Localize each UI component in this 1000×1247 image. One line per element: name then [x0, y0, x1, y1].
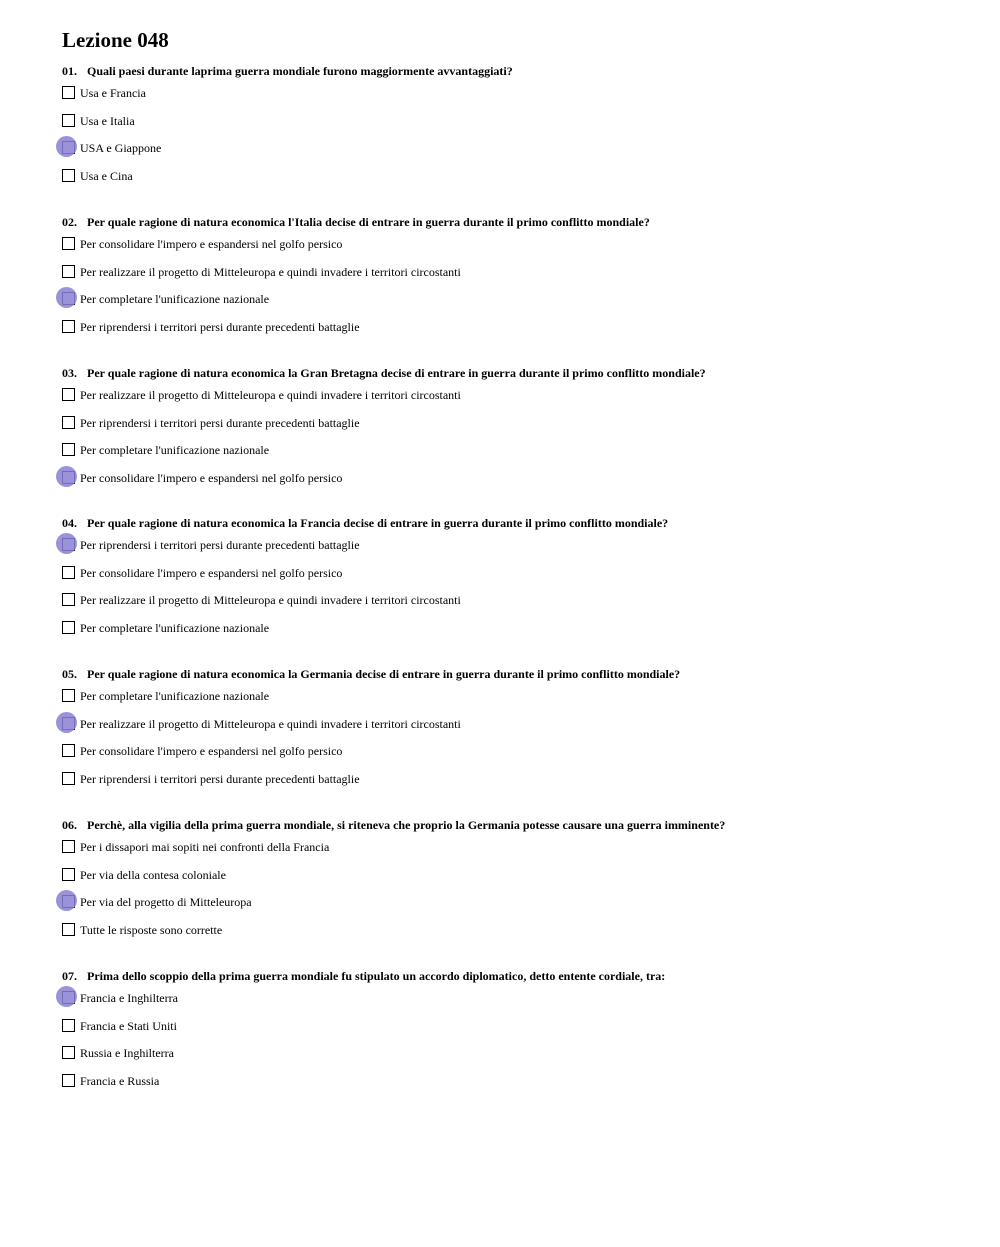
answer-label: Usa e Cina: [80, 169, 133, 184]
question-number: 06.: [62, 818, 77, 832]
question-label: Per quale ragione di natura economica la Gran Bretagna decise di entrare in guerra durante il primo conflitto mondiale?: [87, 366, 706, 380]
answer-option[interactable]: [62, 593, 962, 621]
answer-checkbox[interactable]: [62, 141, 75, 154]
answer-label: Per riprendersi i territori persi durante precedenti battaglie: [80, 320, 360, 335]
answer-option[interactable]: [62, 320, 962, 348]
answer-checkbox[interactable]: [62, 1019, 75, 1032]
question-text: [62, 215, 962, 237]
answer-option[interactable]: [62, 566, 962, 594]
answer-checkbox[interactable]: [62, 744, 75, 757]
answer-label: Tutte le risposte sono corrette: [80, 923, 223, 938]
answer-label: Per completare l'unificazione nazionale: [80, 621, 270, 636]
answer-label: Francia e Inghilterra: [80, 991, 178, 1005]
answer-label: Per riprendersi i territori persi durante precedenti battaglie: [80, 415, 360, 430]
answer-checkbox[interactable]: [62, 717, 75, 730]
question-text: [62, 366, 962, 388]
answer-checkbox[interactable]: [62, 169, 75, 182]
question-3: [62, 366, 962, 499]
question-text: [62, 667, 962, 689]
question-6: [62, 818, 962, 951]
answer-label: Usa e Francia: [80, 86, 146, 100]
answer-checkbox[interactable]: [62, 443, 75, 456]
question-5: [62, 667, 962, 800]
answer-label: Per consolidare l'impero e espandersi nel golfo persico: [80, 237, 343, 251]
answer-checkbox[interactable]: [62, 593, 75, 606]
answer-checkbox[interactable]: [62, 868, 75, 881]
answer-label: Per realizzare il progetto di Mitteleuropa e quindi invadere i territori circostanti: [80, 716, 461, 731]
answer-checkbox[interactable]: [62, 86, 75, 99]
answer-option[interactable]: [62, 86, 962, 114]
answer-checkbox[interactable]: [62, 1046, 75, 1059]
answer-option[interactable]: [62, 169, 962, 197]
question-number: 02.: [62, 215, 77, 229]
answer-option[interactable]: [62, 292, 962, 320]
answer-label: Per riprendersi i territori persi durante precedenti battaglie: [80, 538, 360, 552]
answer-option[interactable]: [62, 895, 962, 923]
answer-label: Per realizzare il progetto di Mitteleuropa e quindi invadere i territori circostanti: [80, 264, 461, 279]
question-4: [62, 516, 962, 649]
answer-checkbox[interactable]: [62, 388, 75, 401]
answer-option[interactable]: [62, 114, 962, 142]
answer-label: Per consolidare l'impero e espandersi nel golfo persico: [80, 565, 343, 580]
question-text: [62, 516, 962, 538]
answer-label: Francia e Stati Uniti: [80, 1018, 177, 1033]
answer-label: Per via del progetto di Mitteleuropa: [80, 895, 252, 910]
answer-label: Per completare l'unificazione nazionale: [80, 292, 270, 307]
question-label: Perchè, alla vigilia della prima guerra mondiale, si riteneva che proprio la Germania potesse causare una guerra imminente?: [87, 818, 726, 832]
answer-checkbox[interactable]: [62, 320, 75, 333]
answer-label: USA e Giappone: [80, 141, 162, 156]
answer-option[interactable]: [62, 538, 962, 566]
answer-option[interactable]: [62, 443, 962, 471]
answer-label: Per realizzare il progetto di Mitteleuropa e quindi invadere i territori circostanti: [80, 388, 461, 402]
answer-option[interactable]: [62, 416, 962, 444]
answer-checkbox[interactable]: [62, 237, 75, 250]
question-text: [62, 969, 962, 991]
question-number: 01.: [62, 64, 77, 78]
answer-checkbox[interactable]: [62, 621, 75, 634]
answer-checkbox[interactable]: [62, 416, 75, 429]
answer-option[interactable]: [62, 772, 962, 800]
answer-option[interactable]: [62, 868, 962, 896]
answer-option[interactable]: [62, 1046, 962, 1074]
answer-checkbox[interactable]: [62, 566, 75, 579]
answer-checkbox[interactable]: [62, 114, 75, 127]
answer-label: Per consolidare l'impero e espandersi nel golfo persico: [80, 471, 343, 486]
question-label: Prima dello scoppio della prima guerra mondiale fu stipulato un accordo diplomatico, detto entente cordiale, tra:: [87, 969, 666, 983]
answer-option[interactable]: [62, 1019, 962, 1047]
answer-option[interactable]: [62, 471, 962, 499]
question-label: Per quale ragione di natura economica la Francia decise di entrare in guerra durante il primo conflitto mondiale?: [87, 516, 669, 530]
answer-checkbox[interactable]: [62, 772, 75, 785]
answer-option[interactable]: [62, 388, 962, 416]
answer-option[interactable]: [62, 621, 962, 649]
answer-label: Per via della contesa coloniale: [80, 867, 226, 882]
answer-option[interactable]: [62, 744, 962, 772]
answer-option[interactable]: [62, 141, 962, 169]
question-text: [62, 818, 962, 840]
answer-checkbox[interactable]: [62, 689, 75, 702]
answer-checkbox[interactable]: [62, 265, 75, 278]
answer-checkbox[interactable]: [62, 840, 75, 853]
answer-label: Francia e Russia: [80, 1074, 160, 1089]
answer-label: Per completare l'unificazione nazionale: [80, 443, 270, 458]
question-number: 05.: [62, 667, 77, 681]
answer-checkbox[interactable]: [62, 923, 75, 936]
question-label: Quali paesi durante laprima guerra mondiale furono maggiormente avvantaggiati?: [87, 64, 513, 78]
answer-option[interactable]: [62, 717, 962, 745]
question-number: 04.: [62, 516, 77, 530]
answer-label: Per riprendersi i territori persi durante precedenti battaglie: [80, 772, 360, 787]
answer-option[interactable]: [62, 265, 962, 293]
answer-label: Russia e Inghilterra: [80, 1046, 174, 1061]
answer-checkbox[interactable]: [62, 538, 75, 551]
question-7: [62, 969, 962, 1102]
answer-label: Per completare l'unificazione nazionale: [80, 689, 270, 703]
answer-option[interactable]: [62, 689, 962, 717]
question-text: [62, 64, 962, 86]
question-number: 03.: [62, 366, 77, 380]
answer-label: Per consolidare l'impero e espandersi nel golfo persico: [80, 744, 343, 759]
answer-label: Per i dissapori mai sopiti nei confronti della Francia: [80, 840, 330, 854]
question-label: Per quale ragione di natura economica l'Italia decise di entrare in guerra durante il primo conflitto mondiale?: [87, 215, 650, 229]
question-label: Per quale ragione di natura economica la Germania decise di entrare in guerra durante il primo conflitto mondiale?: [87, 667, 681, 681]
answer-checkbox[interactable]: [62, 991, 75, 1004]
answer-checkbox[interactable]: [62, 895, 75, 908]
answer-label: Per realizzare il progetto di Mitteleuropa e quindi invadere i territori circostanti: [80, 593, 461, 608]
answer-label: Usa e Italia: [80, 113, 135, 128]
answer-checkbox[interactable]: [62, 1074, 75, 1087]
question-number: 07.: [62, 969, 77, 983]
answer-option[interactable]: [62, 991, 962, 1019]
answer-option[interactable]: [62, 237, 962, 265]
page-title: Lezione 048: [62, 28, 169, 52]
answer-checkbox[interactable]: [62, 471, 75, 484]
question-2: [62, 215, 962, 348]
answer-option[interactable]: [62, 1074, 962, 1102]
answer-option[interactable]: [62, 923, 962, 951]
answer-checkbox[interactable]: [62, 292, 75, 305]
answer-option[interactable]: [62, 840, 962, 868]
question-1: [62, 64, 962, 197]
